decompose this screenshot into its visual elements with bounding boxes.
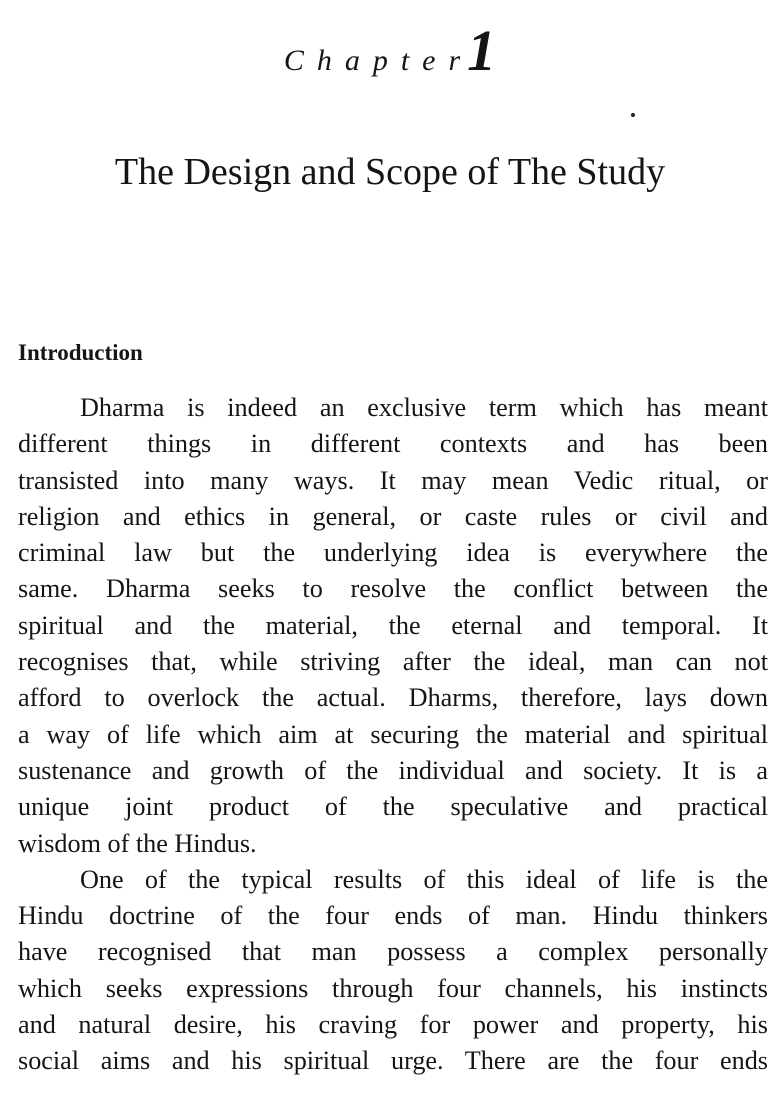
text-line: wisdom of the Hindus. <box>18 828 257 858</box>
text-line: same. Dharma seeks to resolve the conflict between the <box>18 574 768 604</box>
text-line: and natural desire, his craving for power and property, his <box>18 1010 768 1040</box>
text-line: a way of life which aim at securing the material and spiritual <box>18 719 768 749</box>
section-heading-introduction: Introduction <box>18 340 143 365</box>
paragraph-2 <box>18 862 768 1080</box>
text-line: Dharma is indeed an exclusive term which has meant <box>80 393 768 422</box>
text-line: which seeks expressions through four channels, his instincts <box>18 973 768 1003</box>
chapter-heading <box>0 18 780 83</box>
text-line: different things in different contexts and has been <box>18 429 768 459</box>
chapter-title: The Design and Scope of The Study <box>114 151 666 193</box>
text-line: spiritual and the material, the eternal and temporal. It <box>18 610 768 640</box>
text-line: sustenance and growth of the individual and society. It is a <box>18 755 768 785</box>
chapter-label: Chapter <box>283 44 474 77</box>
text-line: social aims and his spiritual urge. There are the four ends <box>18 1046 768 1076</box>
text-line: transisted into many ways. It may mean Vedic ritual, or <box>18 465 768 495</box>
body-text <box>18 390 768 1080</box>
text-line: religion and ethics in general, or caste rules or civil and <box>18 501 768 531</box>
chapter-number: 1 <box>467 18 497 83</box>
text-line: Hindu doctrine of the four ends of man. Hindu thinkers <box>18 901 768 931</box>
text-line: unique joint product of the speculative and practical <box>18 792 768 822</box>
paragraph-1 <box>18 390 768 862</box>
text-line: afford to overlock the actual. Dharms, therefore, lays down <box>18 683 768 713</box>
text-line: One of the typical results of this ideal of life is the <box>80 864 768 894</box>
text-line: criminal law but the underlying idea is everywhere the <box>18 538 768 568</box>
text-line: recognises that, while striving after the ideal, man can not <box>18 647 768 677</box>
text-line: have recognised that man possess a complex personally <box>18 937 768 967</box>
scan-speck <box>631 113 635 117</box>
